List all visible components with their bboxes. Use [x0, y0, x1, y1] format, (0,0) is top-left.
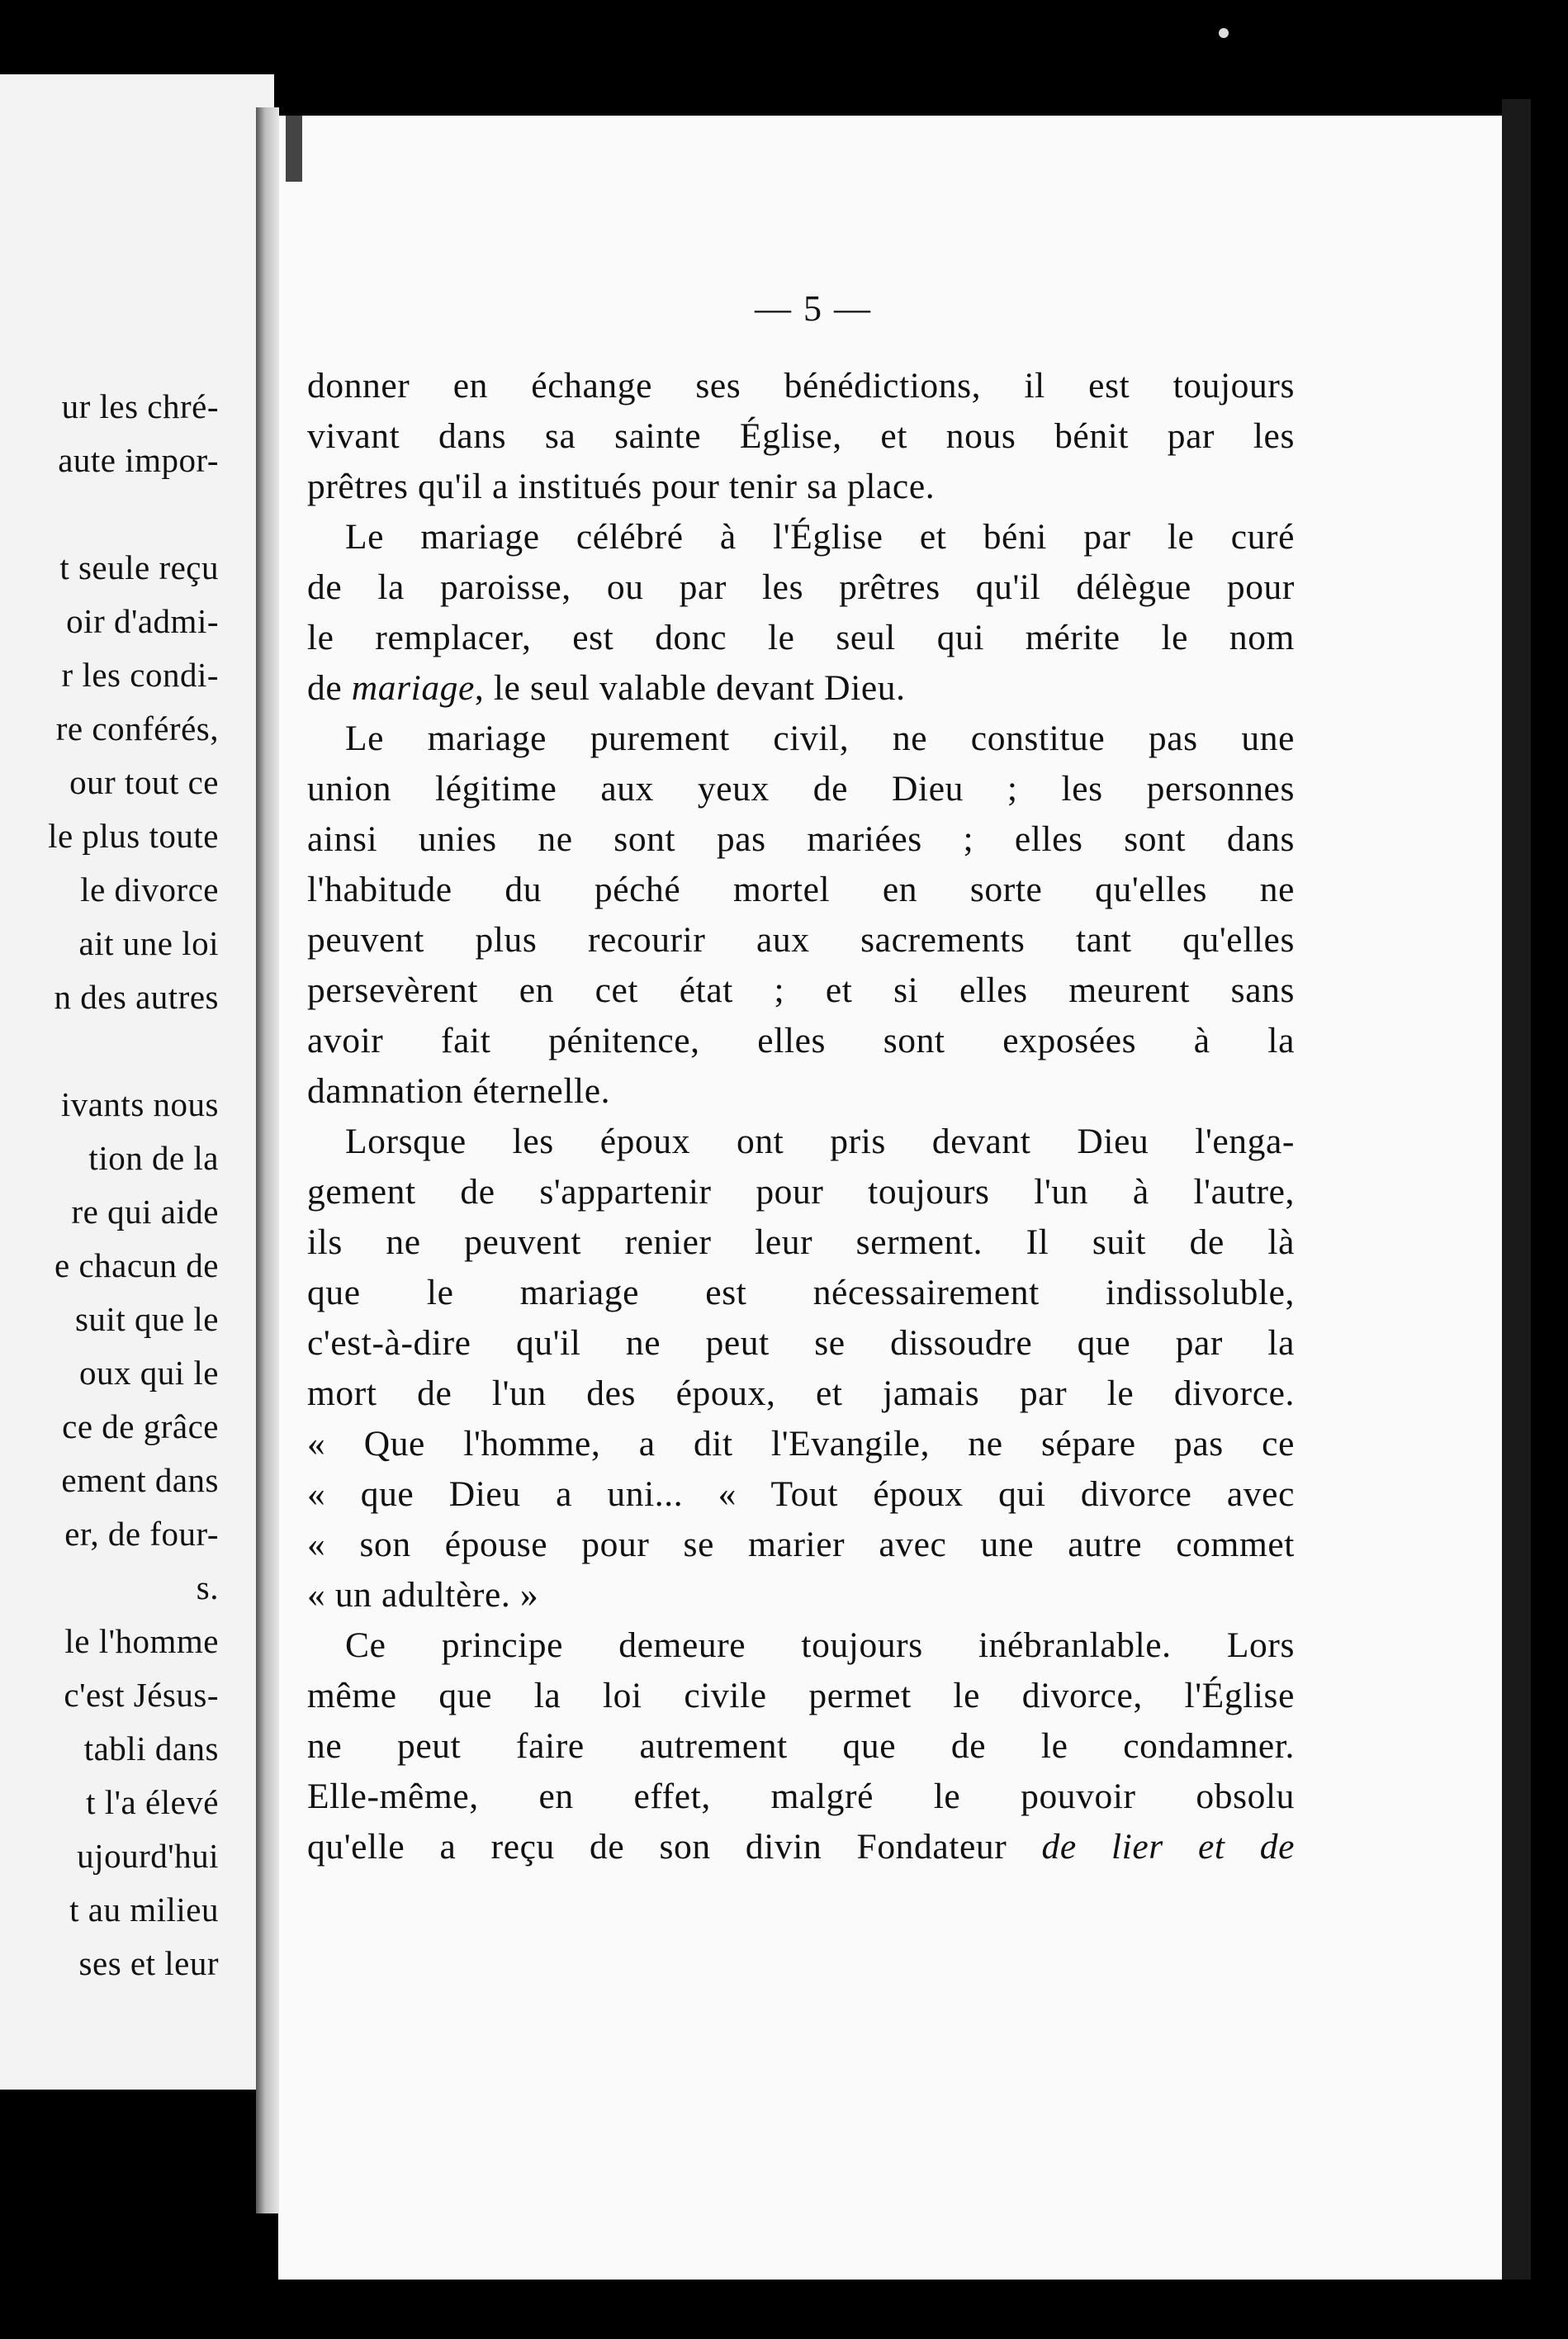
text-line: Elle-même, en effet, malgré le pouvoir obsolu: [307, 1777, 1295, 1816]
left-line: ses et leur: [78, 1944, 219, 1982]
text-line: c'est-à-dire qu'il ne peut se dissoudre que par la: [307, 1323, 1295, 1363]
text-line: union légitime aux yeux de Dieu ; les personnes: [307, 769, 1295, 809]
left-gap: [0, 487, 219, 541]
left-line: ujourd'hui: [77, 1837, 219, 1875]
text-line: Lorsque les époux ont pris devant Dieu l'enga-: [345, 1122, 1295, 1161]
text-run: de: [307, 668, 352, 708]
left-line: er, de four-: [64, 1515, 219, 1553]
left-line: ivants nous: [60, 1085, 219, 1123]
text-line: peuvent plus recourir aux sacrements tant qu'elles: [307, 920, 1295, 960]
text-line: donner en échange ses bénédictions, il est toujours: [307, 366, 1295, 406]
left-line: ement dans: [61, 1461, 219, 1499]
text-line: de la paroisse, ou par les prêtres qu'il délègue pour: [307, 567, 1295, 607]
text-line: prêtres qu'il a institués pour tenir sa place.: [307, 467, 936, 506]
page-body: [307, 361, 1295, 1872]
text-line: [307, 1822, 1295, 1872]
text-line: ils ne peuvent renier leur serment. Il suit de là: [307, 1222, 1295, 1262]
left-line: ur les chré-: [61, 387, 219, 425]
text-line: damnation éternelle.: [307, 1071, 611, 1111]
left-line: e chacun de: [54, 1246, 219, 1284]
italic-term: mariage: [351, 668, 475, 708]
text-line: vivant dans sa sainte Église, et nous bénit par les: [307, 416, 1295, 456]
text-line: « que Dieu a uni... « Tout époux qui divorce avec: [307, 1474, 1295, 1514]
text-line: « Que l'homme, a dit l'Evangile, ne sépare pas ce: [307, 1424, 1295, 1464]
text-line: Ce principe demeure toujours inébranlable. Lors: [345, 1625, 1295, 1665]
left-line: aute impor-: [58, 441, 219, 479]
left-page-text: [0, 380, 219, 1990]
text-line: que le mariage est nécessairement indissoluble,: [307, 1273, 1295, 1312]
dust-speck: [1219, 28, 1229, 38]
text-line: Le mariage célébré à l'Église et béni par le curé: [345, 517, 1295, 557]
left-line: le l'homme: [64, 1622, 219, 1660]
text-line: gement de s'appartenir pour toujours l'un à l'autre,: [307, 1172, 1295, 1212]
left-line: ce de grâce: [62, 1407, 219, 1445]
text-line: « son épouse pour se marier avec une autre commet: [307, 1525, 1295, 1564]
text-line: l'habitude du péché mortel en sorte qu'elles ne: [307, 870, 1295, 909]
left-line: n des autres: [54, 978, 219, 1016]
left-line: re qui aide: [71, 1193, 219, 1231]
left-line: our tout ce: [69, 763, 219, 801]
left-line: re conférés,: [55, 709, 219, 747]
left-line: tion de la: [88, 1139, 219, 1177]
text-line: même que la loi civile permet le divorce, l'Église: [307, 1676, 1295, 1715]
book-gutter: [256, 107, 279, 2213]
page-number: — 5 —: [755, 288, 872, 329]
left-facing-page: [0, 74, 274, 2090]
left-line: le divorce: [80, 871, 219, 909]
text-run: , le seul valable devant Dieu.: [474, 668, 906, 708]
left-line: tabli dans: [83, 1729, 219, 1767]
left-line: s.: [196, 1568, 219, 1606]
text-line: persevèrent en cet état ; et si elles meurent sans: [307, 970, 1295, 1010]
left-line: c'est Jésus-: [64, 1676, 219, 1714]
left-line: r les condi-: [61, 656, 219, 694]
text-line: Le mariage purement civil, ne constitue pas une: [345, 719, 1295, 758]
text-line: mort de l'un des époux, et jamais par le divorce.: [307, 1374, 1295, 1413]
text-line: le remplacer, est donc le seul qui mérite le nom: [307, 618, 1295, 657]
gutter-mark: [286, 116, 302, 182]
left-line: suit que le: [74, 1300, 219, 1338]
text-run: qu'elle a reçu de son divin Fondateur: [307, 1827, 1042, 1867]
left-line: oux qui le: [79, 1354, 219, 1392]
italic-phrase: de lier et de: [1041, 1827, 1296, 1867]
text-line: [307, 663, 1295, 714]
left-line: t l'a élevé: [86, 1783, 219, 1821]
text-line: ainsi unies ne sont pas mariées ; elles sont dans: [307, 819, 1295, 859]
left-line: t seule reçu: [59, 548, 219, 586]
left-line: ait une loi: [78, 924, 219, 962]
text-line: « un adultère. »: [307, 1575, 539, 1615]
page-shadow-edge: [1502, 99, 1531, 2280]
text-line: ne peut faire autrement que de le condamner.: [307, 1726, 1295, 1766]
left-line: oir d'admi-: [66, 602, 219, 640]
left-gap: [0, 1024, 219, 1078]
text-line: avoir fait pénitence, elles sont exposées à la: [307, 1021, 1295, 1060]
left-line: t au milieu: [69, 1891, 219, 1929]
left-line: le plus toute: [48, 817, 219, 855]
